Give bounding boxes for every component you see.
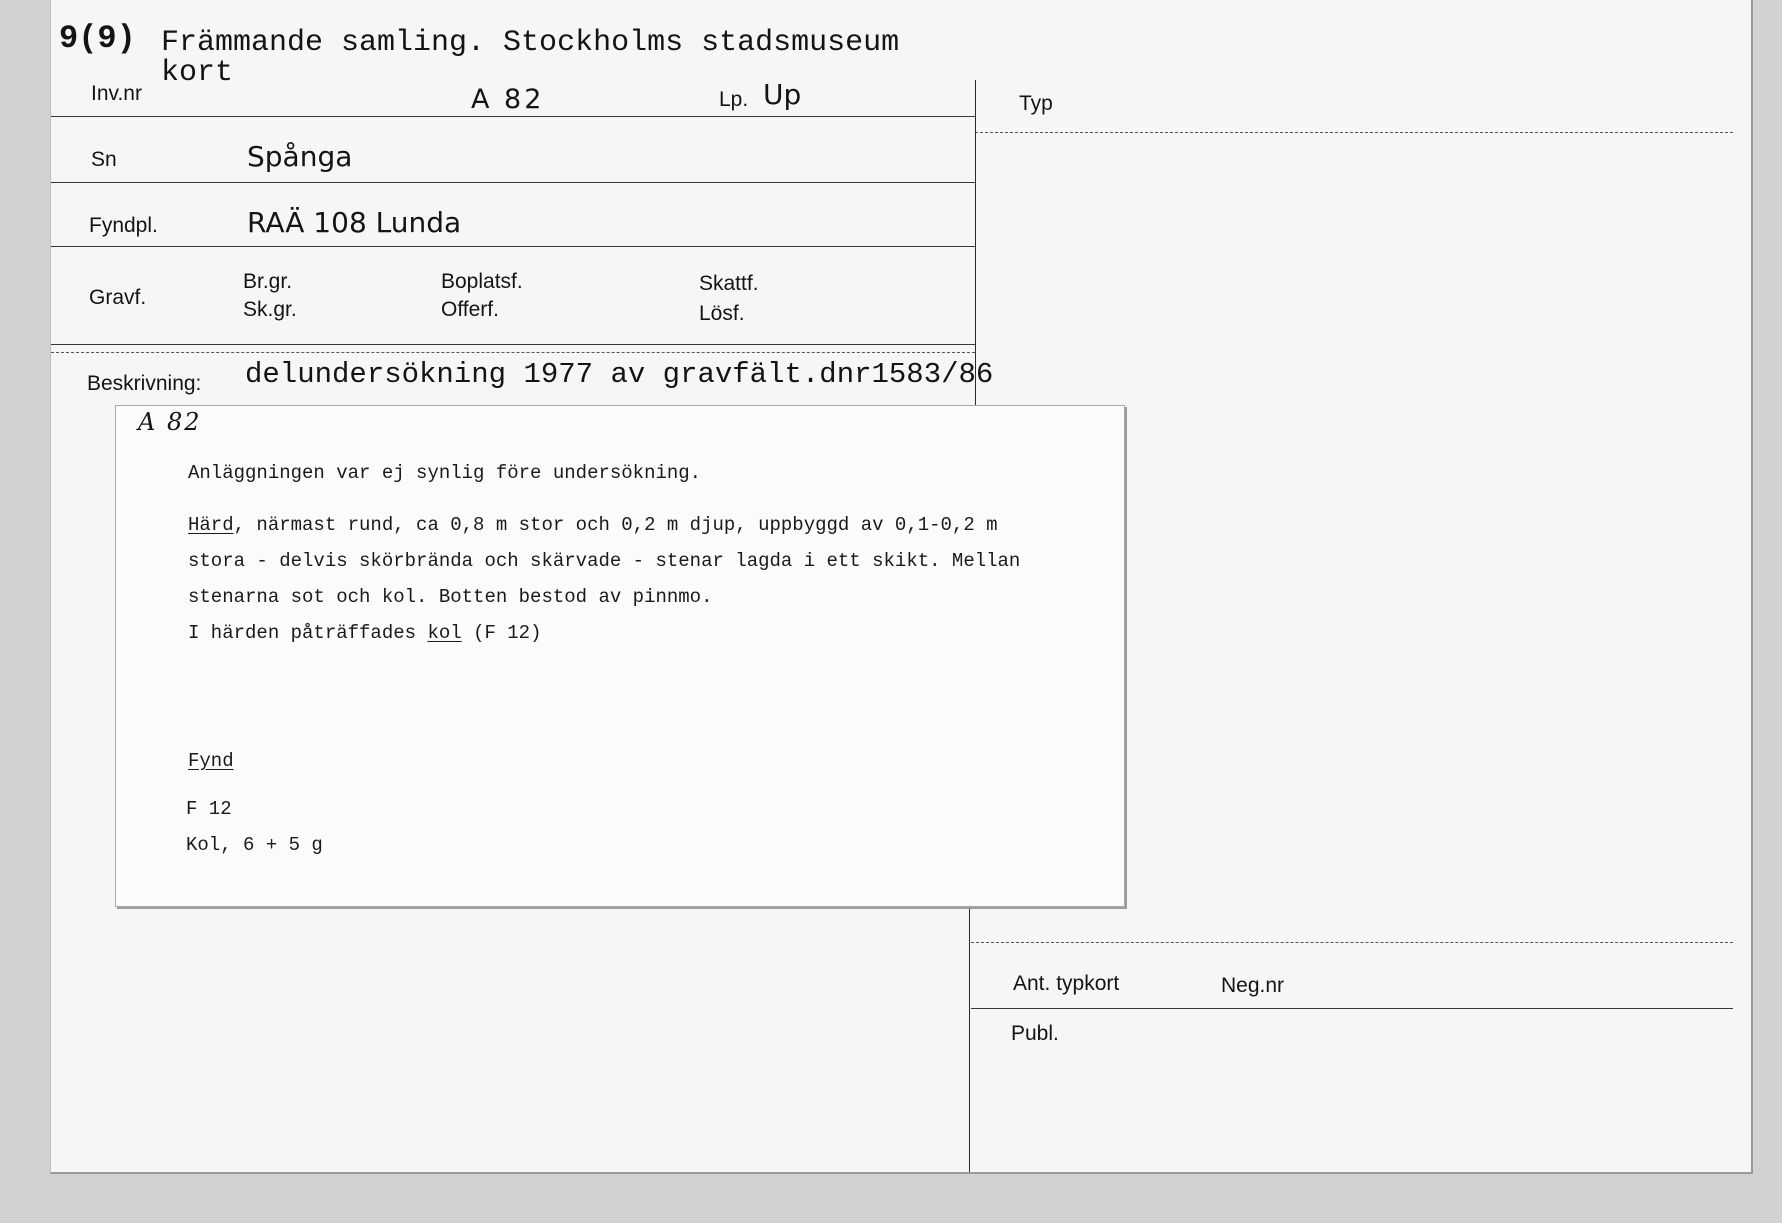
hard-word: Härd (188, 514, 234, 536)
bottom-divider-upper (971, 942, 1733, 943)
gravf-label: Gravf. (89, 286, 147, 309)
bottom-divider-lower (971, 1008, 1733, 1009)
lp-label: Lp. (719, 88, 749, 111)
offerf-label: Offerf. (441, 298, 499, 321)
slip-line-5 (188, 622, 542, 644)
slip-line-3: stora - delvis skörbrända och skärvade - stenar lagda i ett skikt. Mellan (188, 550, 1021, 572)
neg-nr-label: Neg.nr (1221, 974, 1285, 997)
fynd-heading: Fynd (188, 750, 234, 772)
column-divider-bottom (969, 905, 970, 1172)
card-number: 9(9) (59, 20, 136, 57)
inv-nr-value: A 82 (471, 84, 545, 115)
row-divider-inv (51, 116, 975, 117)
typ-label: Typ (1019, 92, 1053, 115)
slip-line-5-post: (F 12) (461, 622, 542, 644)
fynd-number: F 12 (186, 798, 232, 820)
sn-label: Sn (91, 148, 117, 171)
skattf-label: Skattf. (699, 272, 759, 295)
publ-label: Publ. (1011, 1022, 1059, 1045)
slip-line-2 (188, 514, 998, 536)
slip-line-2-text: , närmast rund, ca 0,8 m stor och 0,2 m djup, uppbyggd av 0,1-0,2 m (233, 514, 998, 536)
boplatsf-label: Boplatsf. (441, 270, 523, 293)
slip-line-5-pre: I härden påträffades (188, 622, 428, 644)
lp-value: Up (763, 78, 802, 111)
beskrivning-value: delundersökning 1977 av gravfält.dnr1583/86 (245, 358, 994, 391)
sn-value: Spånga (247, 140, 353, 173)
typ-divider (975, 132, 1733, 133)
slip-line-1: Anläggningen var ej synlig före undersökning. (188, 462, 702, 484)
row-divider-gravf-lower (51, 352, 975, 353)
fynd-item: Kol, 6 + 5 g (186, 834, 323, 856)
row-divider-fyndpl (51, 246, 975, 247)
row-divider-sn (51, 182, 975, 183)
inv-nr-label: Inv.nr (91, 82, 142, 105)
catalog-card (50, 0, 1753, 1174)
header-title-continued: kort (161, 56, 234, 90)
column-divider-top (975, 80, 976, 422)
losf-label: Lösf. (699, 302, 745, 325)
skgr-label: Sk.gr. (243, 298, 297, 321)
ant-typkort-label: Ant. typkort (1013, 972, 1120, 995)
handwritten-ref: A 82 (138, 408, 202, 436)
header-title: Främmande samling. Stockholms stadsmuseum (161, 26, 900, 60)
slip-line-4: stenarna sot och kol. Botten bestod av pinnmo. (188, 586, 713, 608)
kol-word: kol (427, 622, 462, 644)
brgr-label: Br.gr. (243, 270, 293, 293)
row-divider-gravf (51, 344, 975, 345)
fyndpl-value: RAÄ 108 Lunda (247, 206, 462, 239)
beskrivning-label: Beskrivning: (87, 372, 202, 395)
typed-slip (115, 405, 1125, 907)
fyndpl-label: Fyndpl. (89, 214, 158, 237)
